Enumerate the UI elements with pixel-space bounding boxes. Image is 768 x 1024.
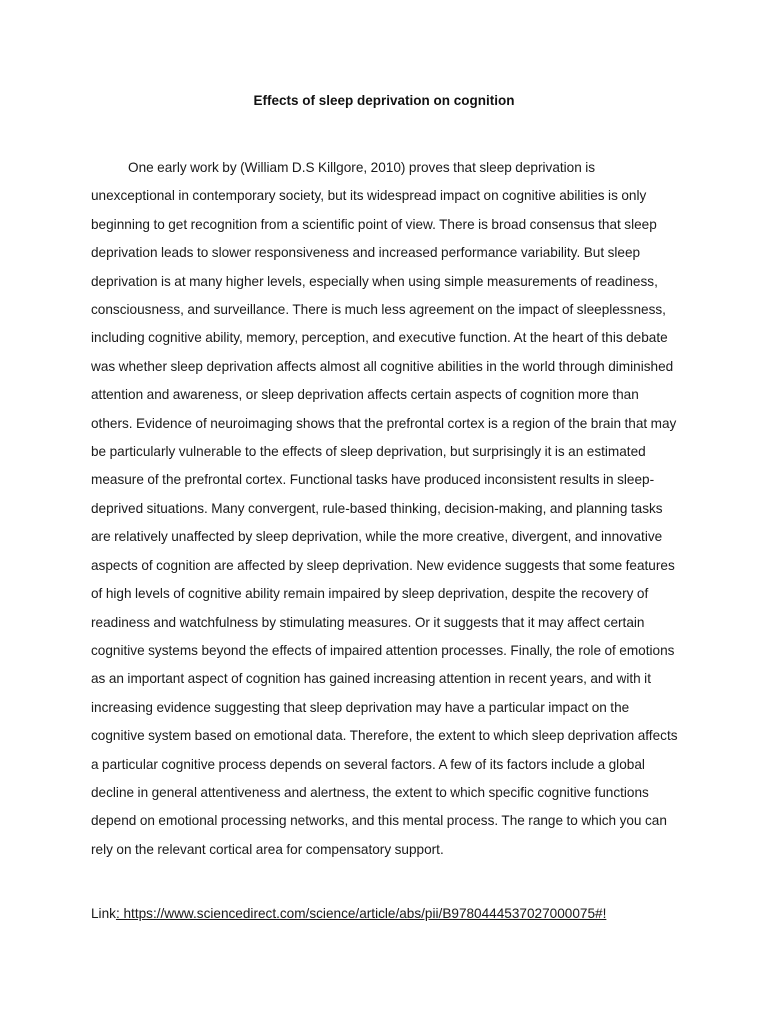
reference-link-line	[91, 905, 711, 923]
body-paragraph: One early work by (William D.S Killgore, 2010) proves that sleep deprivation is unexceptional in contemporary society, but its widespread impact on cognitive abilities is only beginning to get recognition from a scientific point of view. There is broad consensus that sleep deprivation leads to slower responsiveness and increased performance variability. But sleep deprivation is at many higher levels, especially when using simple measurements of readiness, consciousness, and surveillance. There is much less agreement on the impact of sleeplessness, including cognitive ability, memory, perception, and executive function. At the heart of this debate was whether sleep deprivation affects almost all cognitive abilities in the world through diminished attention and awareness, or sleep deprivation affects certain aspects of cognition more than others. Evidence of neuroimaging shows that the prefrontal cortex is a region of the brain that may be particularly vulnerable to the effects of sleep deprivation, but surprisingly it is an estimated measure of the prefrontal cortex. Functional tasks have produced inconsistent results in sleep-deprived situations. Many convergent, rule-based thinking, decision-making, and planning tasks are relatively unaffected by sleep deprivation, while the more creative, divergent, and innovative aspects of cognition are affected by sleep deprivation. New evidence suggests that some features of high levels of cognitive ability remain impaired by sleep deprivation, despite the recovery of readiness and watchfulness by stimulating measures. Or it suggests that it may affect certain cognitive systems beyond the effects of impaired attention processes. Finally, the role of emotions as an important aspect of cognition has gained increasing attention in recent years, and with it increasing evidence suggesting that sleep deprivation may have a particular impact on the cognitive system based on emotional data. Therefore, the extent to which sleep deprivation affects a particular cognitive process depends on several factors. A few of its factors include a global decline in general attentiveness and alertness, the extent to which specific cognitive functions depend on emotional processing networks, and this mental process. The range to which you can rely on the relevant cortical area for compensatory support.	[91, 160, 678, 857]
reference-link[interactable]: : https://www.sciencedirect.com/science/article/abs/pii/B9780444537027000075#!	[115, 906, 607, 921]
document-title: Effects of sleep deprivation on cognition	[253, 93, 515, 108]
link-label: Link	[91, 906, 116, 921]
